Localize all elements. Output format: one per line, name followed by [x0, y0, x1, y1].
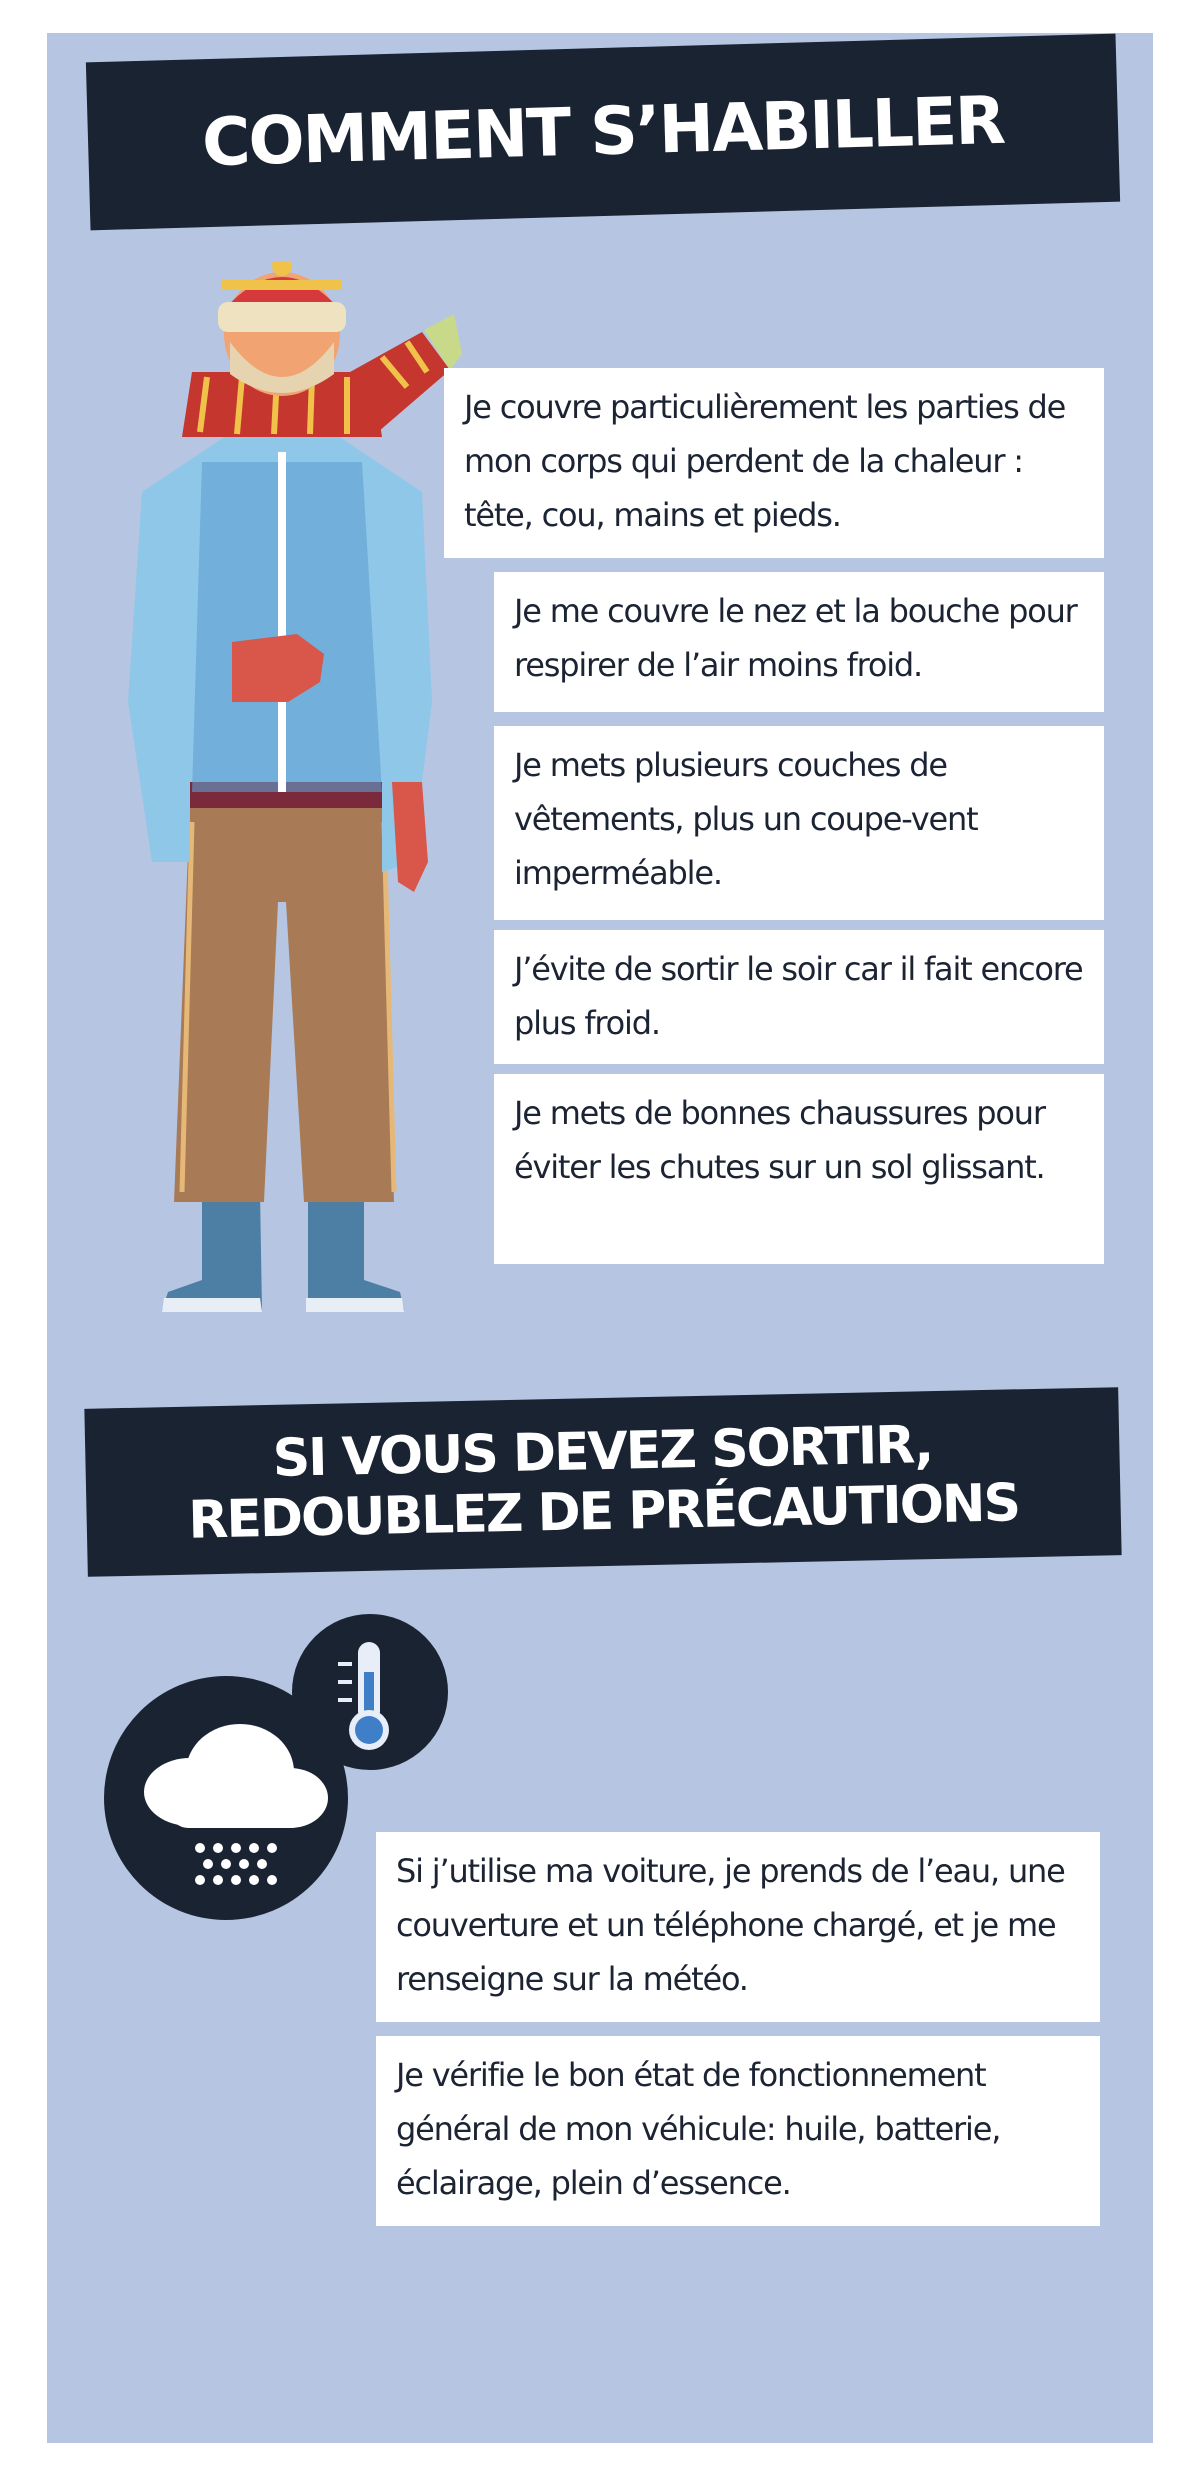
section-title-precautions-line2: REDOUBLEZ DE PRÉCAUTIONS	[187, 1473, 1020, 1551]
section-title-dress	[86, 34, 1120, 231]
section-title-precautions-line1: SI VOUS DEVEZ SORTIR,	[272, 1415, 933, 1489]
tip-car-supplies: Si j’utilise ma voiture, je prends de l’eau, une couverture et un téléphone chargé, et je me renseigne sur la météo.	[376, 1832, 1100, 2022]
tip-check-vehicle: Je vérifie le bon état de fonctionnement général de mon véhicule: huile, batterie, éclairage, plein d’essence.	[376, 2036, 1100, 2226]
section-title-dress-text: COMMENT S’HABILLER	[201, 81, 1005, 182]
tip-avoid-evening: J’évite de sortir le soir car il fait encore plus froid.	[494, 930, 1104, 1064]
tip-layers: Je mets plusieurs couches de vêtements, plus un coupe-vent imperméable.	[494, 726, 1104, 920]
tip-cover-nose-mouth: Je me couvre le nez et la bouche pour respirer de l’air moins froid.	[494, 572, 1104, 712]
tip-cover-body: Je couvre particulièrement les parties de mon corps qui perdent de la chaleur : tête, cou, mains et pieds.	[444, 368, 1104, 558]
section-title-precautions	[84, 1387, 1121, 1577]
tip-good-shoes: Je mets de bonnes chaussures pour éviter les chutes sur un sol glissant.	[494, 1074, 1104, 1264]
winter-dressed-person-icon	[82, 262, 482, 1342]
